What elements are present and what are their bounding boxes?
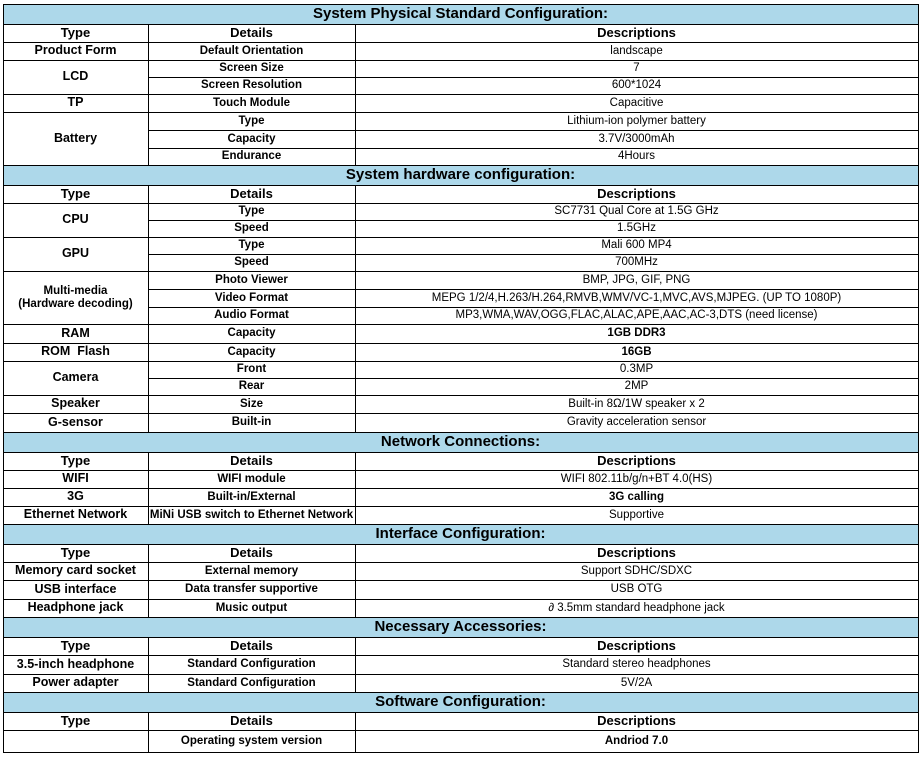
description-cell: Lithium-ion polymer battery bbox=[567, 114, 706, 127]
col-border bbox=[148, 203, 149, 237]
col-border bbox=[355, 237, 356, 271]
col-border bbox=[148, 452, 149, 470]
detail-cell: Standard Configuration bbox=[187, 658, 316, 671]
col-border bbox=[355, 562, 356, 580]
column-header-details: Details bbox=[230, 185, 273, 201]
table-border-right bbox=[918, 4, 919, 752]
detail-cell: WIFI module bbox=[217, 472, 286, 485]
col-border bbox=[355, 655, 356, 674]
row-border bbox=[3, 617, 919, 618]
col-border bbox=[355, 674, 356, 692]
col-border bbox=[148, 544, 149, 562]
col-border bbox=[148, 674, 149, 692]
type-cell: Ethernet Network bbox=[23, 507, 128, 522]
col-border bbox=[148, 361, 149, 395]
section-title: Network Connections: bbox=[3, 432, 918, 452]
row-border bbox=[3, 432, 919, 433]
detail-cell: MiNi USB switch to Ethernet Network bbox=[149, 508, 354, 521]
col-border bbox=[355, 203, 356, 237]
detail-cell: Touch Module bbox=[212, 96, 291, 109]
description-cell: landscape bbox=[610, 44, 663, 57]
col-border bbox=[355, 730, 356, 752]
detail-cell: Type bbox=[238, 205, 265, 218]
detail-cell: Default Orientation bbox=[199, 44, 304, 57]
col-border bbox=[355, 580, 356, 599]
column-header-descriptions: Descriptions bbox=[597, 637, 676, 653]
type-cell: Headphone jack bbox=[27, 600, 124, 615]
col-border bbox=[355, 637, 356, 655]
type-cell: Battery bbox=[53, 130, 98, 145]
description-cell: 2MP bbox=[624, 380, 649, 393]
detail-cell: Rear bbox=[238, 380, 265, 393]
type-cell: ROM Flash bbox=[41, 344, 110, 359]
detail-cell: Music output bbox=[215, 601, 288, 614]
description-cell: 600*1024 bbox=[611, 79, 662, 92]
type-cell bbox=[3, 730, 148, 752]
col-border bbox=[355, 60, 356, 94]
column-header-type: Type bbox=[60, 544, 91, 560]
detail-cell: Endurance bbox=[221, 150, 282, 163]
description-cell: Gravity acceleration sensor bbox=[566, 416, 707, 429]
type-cell: CPU bbox=[62, 212, 89, 227]
description-cell: MP3,WMA,WAV,OGG,FLAC,ALAC,APE,AAC,AC-3,DTS (need license) bbox=[455, 309, 818, 322]
col-border bbox=[148, 60, 149, 94]
type-cell: TP bbox=[67, 95, 84, 110]
row-border bbox=[3, 524, 919, 525]
detail-cell: Built-in/External bbox=[207, 490, 296, 503]
type-cell: Power adapter bbox=[32, 675, 119, 690]
detail-cell: Capacity bbox=[227, 327, 276, 340]
description-cell: Andriod 7.0 bbox=[604, 734, 669, 747]
description-cell: 4Hours bbox=[617, 150, 656, 163]
detail-cell: Speed bbox=[234, 256, 269, 269]
section-title: System Physical Standard Configuration: bbox=[3, 4, 918, 24]
description-cell: BMP, JPG, GIF, PNG bbox=[582, 273, 691, 286]
column-header-type: Type bbox=[60, 637, 91, 653]
detail-cell: Photo Viewer bbox=[215, 273, 288, 286]
column-header-details: Details bbox=[230, 452, 273, 468]
description-cell: Support SDHC/SDXC bbox=[580, 564, 693, 577]
col-border bbox=[148, 637, 149, 655]
column-header-details: Details bbox=[230, 637, 273, 653]
section-title: Interface Configuration: bbox=[3, 524, 918, 544]
detail-cell: Type bbox=[238, 114, 265, 127]
col-border bbox=[148, 24, 149, 42]
col-border bbox=[355, 413, 356, 432]
detail-cell: Speed bbox=[234, 222, 269, 235]
detail-cell: Operating system version bbox=[180, 734, 323, 747]
detail-cell: Built-in bbox=[231, 416, 272, 429]
description-cell: 1.5GHz bbox=[617, 222, 656, 235]
col-border bbox=[355, 271, 356, 324]
description-cell: 0.3MP bbox=[619, 363, 654, 376]
type-cell: Multi-media (Hardware decoding) bbox=[18, 284, 133, 310]
row-border bbox=[3, 4, 919, 5]
col-border bbox=[148, 712, 149, 730]
col-border bbox=[148, 42, 149, 60]
column-header-descriptions: Descriptions bbox=[597, 24, 676, 40]
description-cell: Built-in 8Ω/1W speaker x 2 bbox=[568, 397, 705, 410]
detail-cell: Screen Resolution bbox=[201, 79, 302, 92]
col-border bbox=[148, 94, 149, 112]
column-header-descriptions: Descriptions bbox=[597, 185, 676, 201]
description-cell: ∂ 3.5mm standard headphone jack bbox=[548, 601, 725, 614]
col-border bbox=[355, 395, 356, 413]
detail-cell: Video Format bbox=[214, 291, 289, 304]
col-border bbox=[148, 185, 149, 203]
detail-cell: Front bbox=[236, 363, 267, 376]
column-header-descriptions: Descriptions bbox=[597, 544, 676, 560]
detail-cell: Size bbox=[239, 397, 263, 410]
description-cell: 5V/2A bbox=[620, 676, 653, 689]
col-border bbox=[355, 361, 356, 395]
col-border bbox=[148, 730, 149, 752]
col-border bbox=[355, 324, 356, 343]
type-cell: Camera bbox=[52, 370, 99, 385]
col-border bbox=[148, 580, 149, 599]
description-cell: 700MHz bbox=[615, 256, 658, 269]
col-border bbox=[355, 599, 356, 617]
description-cell: 3G calling bbox=[609, 490, 664, 503]
type-cell: USB interface bbox=[34, 581, 117, 596]
description-cell: 3.7V/3000mAh bbox=[598, 132, 675, 145]
section-title: Necessary Accessories: bbox=[3, 617, 918, 637]
col-border bbox=[355, 470, 356, 488]
col-border bbox=[355, 112, 356, 165]
detail-cell: Standard Configuration bbox=[187, 676, 316, 689]
col-border bbox=[148, 237, 149, 271]
column-header-type: Type bbox=[60, 452, 91, 468]
type-cell: 3.5-inch headphone bbox=[16, 656, 135, 671]
column-header-descriptions: Descriptions bbox=[597, 452, 676, 468]
section-title: Software Configuration: bbox=[3, 692, 918, 712]
detail-cell: Audio Format bbox=[214, 309, 289, 322]
type-cell: GPU bbox=[61, 246, 90, 261]
description-cell: WIFI 802.11b/g/n+BT 4.0(HS) bbox=[560, 472, 713, 485]
row-border bbox=[3, 165, 919, 166]
column-header-type: Type bbox=[60, 24, 91, 40]
type-cell: Memory card socket bbox=[15, 563, 136, 578]
col-border bbox=[148, 343, 149, 361]
detail-cell: Capacity bbox=[227, 132, 276, 145]
col-border bbox=[148, 488, 149, 506]
type-cell: Product Form bbox=[34, 43, 117, 58]
col-border bbox=[148, 506, 149, 524]
description-cell: Mali 600 MP4 bbox=[601, 239, 672, 252]
row-border bbox=[3, 752, 919, 753]
type-cell: G-sensor bbox=[48, 414, 103, 429]
column-header-details: Details bbox=[230, 712, 273, 728]
description-cell: Standard stereo headphones bbox=[562, 658, 711, 671]
detail-cell: Screen Size bbox=[219, 62, 284, 75]
col-border bbox=[148, 562, 149, 580]
column-header-descriptions: Descriptions bbox=[597, 712, 676, 728]
detail-cell: Type bbox=[238, 239, 265, 252]
description-cell: Capacitive bbox=[609, 96, 664, 109]
col-border bbox=[355, 712, 356, 730]
table-border-left bbox=[3, 4, 4, 752]
col-border bbox=[355, 506, 356, 524]
column-header-details: Details bbox=[230, 544, 273, 560]
type-cell: 3G bbox=[67, 489, 84, 504]
col-border bbox=[355, 94, 356, 112]
col-border bbox=[355, 452, 356, 470]
col-border bbox=[355, 24, 356, 42]
column-header-type: Type bbox=[60, 185, 91, 201]
description-cell: 7 bbox=[633, 62, 640, 75]
row-border bbox=[3, 692, 919, 693]
col-border bbox=[355, 42, 356, 60]
col-border bbox=[148, 324, 149, 343]
col-border bbox=[148, 271, 149, 324]
description-cell: 1GB DDR3 bbox=[607, 327, 666, 340]
col-border bbox=[355, 343, 356, 361]
type-cell: LCD bbox=[62, 69, 89, 84]
col-border bbox=[148, 395, 149, 413]
col-border bbox=[355, 488, 356, 506]
column-header-details: Details bbox=[230, 24, 273, 40]
description-cell: MEPG 1/2/4,H.263/H.264,RMVB,WMV/VC-1,MVC,AVS,MJPEG. (UP TO 1080P) bbox=[431, 291, 842, 304]
type-cell: RAM bbox=[61, 325, 90, 340]
detail-cell: Data transfer supportive bbox=[185, 583, 318, 596]
description-cell: SC7731 Qual Core at 1.5G GHz bbox=[554, 205, 719, 218]
description-cell: 16GB bbox=[621, 345, 652, 358]
type-cell: Speaker bbox=[51, 396, 100, 411]
column-header-type: Type bbox=[60, 712, 91, 728]
detail-cell: Capacity bbox=[227, 345, 276, 358]
col-border bbox=[148, 655, 149, 674]
col-border bbox=[355, 544, 356, 562]
col-border bbox=[355, 185, 356, 203]
col-border bbox=[148, 112, 149, 165]
description-cell: USB OTG bbox=[610, 583, 663, 596]
col-border bbox=[148, 413, 149, 432]
detail-cell: External memory bbox=[204, 564, 299, 577]
col-border bbox=[148, 599, 149, 617]
description-cell: Supportive bbox=[609, 508, 664, 521]
col-border bbox=[148, 470, 149, 488]
section-title: System hardware configuration: bbox=[3, 165, 918, 185]
type-cell: WIFI bbox=[62, 471, 89, 486]
